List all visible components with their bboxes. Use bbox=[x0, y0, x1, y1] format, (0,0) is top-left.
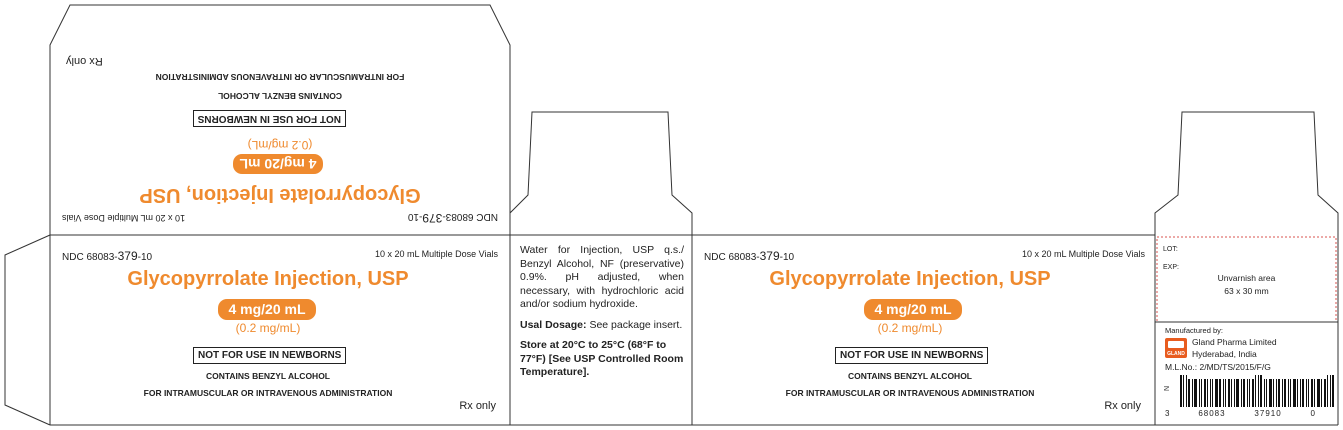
side-panel bbox=[520, 244, 684, 387]
barcode-bar bbox=[1324, 379, 1326, 407]
barcode-bar bbox=[1255, 375, 1256, 407]
benzyl-notice: CONTAINS BENZYL ALCOHOL bbox=[847, 371, 973, 381]
concentration: (0.2 mg/mL) bbox=[235, 321, 301, 335]
barcode-bar bbox=[1311, 379, 1313, 407]
barcode-bar bbox=[1204, 379, 1206, 407]
barcode-bar bbox=[1241, 379, 1242, 407]
strength-badge: 4 mg/20 mL bbox=[218, 299, 316, 320]
concentration: (0.2 mg/mL) bbox=[247, 138, 313, 152]
barcode-digit-group: 0 bbox=[1310, 409, 1315, 418]
barcode-bar bbox=[1273, 379, 1274, 407]
barcode-bar bbox=[1264, 379, 1265, 407]
unvarnish-label: Unvarnish area bbox=[1217, 273, 1276, 283]
barcode-bar bbox=[1297, 379, 1298, 407]
barcode-bar bbox=[1332, 375, 1334, 407]
barcode-bar bbox=[1201, 379, 1202, 407]
ndc-number: NDC 68083-379-10 bbox=[62, 249, 153, 263]
barcode-bar bbox=[1249, 379, 1250, 407]
barcode-bar bbox=[1276, 379, 1277, 407]
gland-logo bbox=[1165, 338, 1187, 358]
pack-size: 10 x 20 mL Multiple Dose Vials bbox=[62, 213, 186, 223]
glue-flap-outline bbox=[5, 235, 50, 425]
barcode-bar bbox=[1266, 379, 1267, 407]
barcode-bar bbox=[1330, 375, 1331, 407]
barcode-bar bbox=[1258, 375, 1259, 407]
logo-text: GLAND bbox=[1167, 351, 1185, 357]
unvarnish-size: 63 x 30 mm bbox=[1224, 286, 1269, 296]
barcode-bar bbox=[1225, 379, 1226, 407]
side-dust-flap bbox=[510, 112, 692, 235]
strength-badge: 4 mg/20 mL bbox=[864, 299, 962, 320]
barcode-bar bbox=[1234, 379, 1235, 407]
barcode-bar bbox=[1219, 379, 1221, 407]
pack-size: 10 x 20 mL Multiple Dose Vials bbox=[374, 249, 498, 259]
end-panel bbox=[1155, 235, 1338, 425]
company-city: Hyderabad, India bbox=[1192, 349, 1257, 359]
barcode-digit-group: 68083 bbox=[1198, 409, 1226, 418]
barcode-bar bbox=[1183, 375, 1184, 407]
barcode-bar bbox=[1194, 379, 1197, 407]
barcode-bar bbox=[1302, 379, 1304, 407]
barcode-bar bbox=[1314, 379, 1315, 407]
strength-badge: 4 mg/20 mL bbox=[233, 154, 323, 174]
top-flap bbox=[50, 45, 510, 235]
pack-size: 10 x 20 mL Multiple Dose Vials bbox=[1021, 249, 1145, 259]
barcode-bar bbox=[1212, 379, 1213, 407]
barcode-bar bbox=[1300, 379, 1301, 407]
barcode-bar bbox=[1278, 379, 1280, 407]
barcode-bar bbox=[1290, 379, 1291, 407]
manufactured-by: Manufactured by: bbox=[1165, 326, 1223, 335]
ingredients-text: Water for Injection, USP q.s./ Benzyl Alcohol, NF (preservative) 0.9%. pH adjusted, when necessary, with hydrochloric acid and/or sodium hydroxide. bbox=[520, 244, 684, 310]
benzyl-notice: CONTAINS BENZYL ALCOHOL bbox=[205, 371, 331, 381]
dosage-text: Usal Dosage: See package insert. bbox=[520, 318, 683, 331]
barcode-bar bbox=[1260, 375, 1262, 407]
barcode-bar bbox=[1306, 379, 1307, 407]
barcode-bar bbox=[1192, 379, 1193, 407]
rx-only: Rx only bbox=[66, 55, 103, 67]
company-name: Gland Pharma Limited bbox=[1192, 337, 1277, 347]
end-dust-flap bbox=[1155, 112, 1338, 235]
route-notice: FOR INTRAMUSCULAR OR INTRAVENOUS ADMINISTRATION bbox=[155, 72, 405, 82]
license-number: M.L.No.: 2/MD/TS/2015/F/G bbox=[1165, 362, 1271, 372]
product-title: Glycopyrrolate Injection, USP bbox=[139, 184, 421, 206]
product-title: Glycopyrrolate Injection, USP bbox=[769, 268, 1051, 290]
rx-only: Rx only bbox=[459, 400, 496, 412]
exp-label: EXP: bbox=[1163, 264, 1179, 271]
ndc-number: NDC 68083-379-10 bbox=[407, 211, 498, 225]
barcode-bar bbox=[1207, 379, 1208, 407]
barcode-bar bbox=[1247, 379, 1248, 407]
barcode-bar bbox=[1186, 375, 1187, 407]
barcode-bar bbox=[1269, 379, 1272, 407]
barcode-bar bbox=[1327, 375, 1328, 407]
barcode-bar bbox=[1321, 379, 1322, 407]
barcode-bar bbox=[1293, 379, 1296, 407]
route-notice: FOR INTRAMUSCULAR OR INTRAVENOUS ADMINISTRATION bbox=[785, 388, 1035, 398]
benzyl-notice: CONTAINS BENZYL ALCOHOL bbox=[217, 91, 343, 101]
lot-label: LOT: bbox=[1163, 246, 1178, 253]
barcode-bar bbox=[1288, 379, 1289, 407]
front-panel-2 bbox=[692, 235, 1155, 425]
newborn-warning: NOT FOR USE IN NEWBORNS bbox=[193, 347, 346, 364]
barcode-bar bbox=[1188, 379, 1190, 407]
newborn-warning: NOT FOR USE IN NEWBORNS bbox=[193, 110, 346, 127]
barcode-bar bbox=[1180, 375, 1182, 407]
barcode-bar bbox=[1282, 379, 1283, 407]
ndc-number: NDC 68083-379-10 bbox=[704, 249, 795, 263]
barcode-digit-group: 3 bbox=[1165, 409, 1170, 418]
barcode-bar bbox=[1308, 379, 1309, 407]
route-notice: FOR INTRAMUSCULAR OR INTRAVENOUS ADMINISTRATION bbox=[143, 388, 393, 398]
rx-only: Rx only bbox=[1104, 400, 1141, 412]
product-title: Glycopyrrolate Injection, USP bbox=[127, 268, 409, 290]
barcode-prefix: N bbox=[1164, 385, 1172, 392]
barcode-bar bbox=[1243, 379, 1245, 407]
barcode-bar bbox=[1236, 379, 1239, 407]
barcode-bar bbox=[1284, 379, 1286, 407]
barcode-bar bbox=[1252, 379, 1254, 407]
barcode-bar bbox=[1223, 379, 1224, 407]
barcode-bar bbox=[1210, 379, 1211, 407]
barcode-digits bbox=[1165, 409, 1315, 418]
barcode-bar bbox=[1317, 379, 1320, 407]
barcode-bar bbox=[1199, 379, 1200, 407]
concentration: (0.2 mg/mL) bbox=[877, 321, 943, 335]
barcode-digit-group: 37910 bbox=[1254, 409, 1282, 418]
barcode-bar bbox=[1231, 379, 1232, 407]
storage-text: Store at 20°C to 25°C (68°F to 77°F) [See USP Controlled Room Temperature]. bbox=[520, 339, 684, 378]
front-panel-1 bbox=[50, 235, 510, 425]
barcode bbox=[1180, 377, 1335, 407]
barcode-bar bbox=[1215, 379, 1218, 407]
newborn-warning: NOT FOR USE IN NEWBORNS bbox=[835, 347, 988, 364]
barcode-bar bbox=[1228, 379, 1230, 407]
